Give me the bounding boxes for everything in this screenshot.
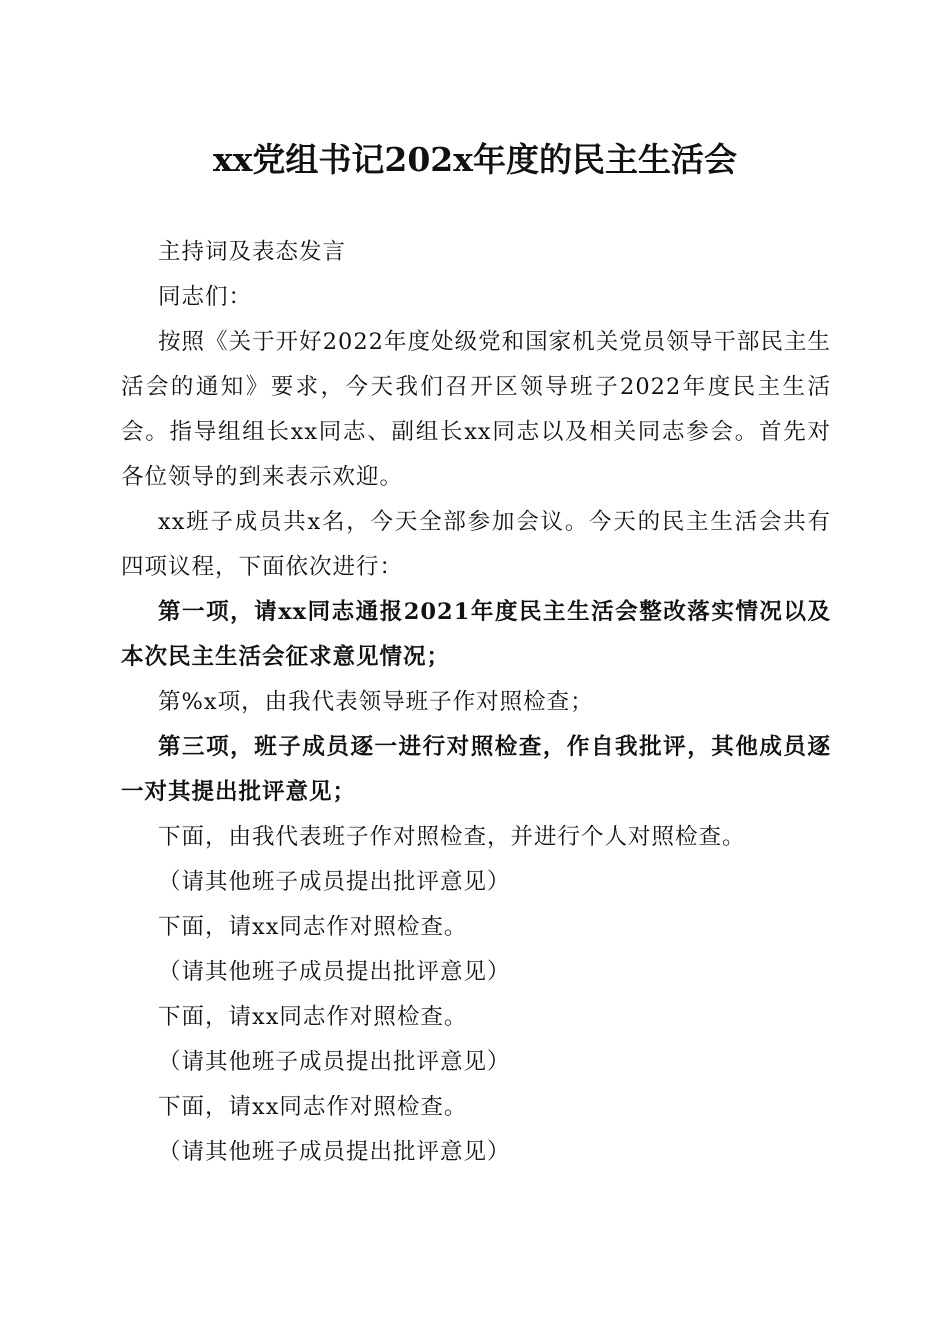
- paragraph: 按照《关于开好2022年度处级党和国家机关党员领导干部民主生活会的通知》要求，今天我们召开区领导班子2022年度民主生活会。指导组组长xx同志、副组长xx同志以及相关同志参会。首先对各位领导的到来表示欢迎。: [121, 329, 831, 490]
- paragraph: 下面，请xx同志作对照检查。: [158, 914, 468, 940]
- paragraph: （请其他班子成员提出批评意见）: [158, 959, 511, 985]
- paragraph: 第一项，请xx同志通报2021年度民主生活会整改落实情况以及本次民主生活会征求意见情况；: [121, 599, 831, 670]
- paragraph: 下面，请xx同志作对照检查。: [158, 1004, 468, 1030]
- paragraph: 第三项，班子成员逐一进行对照检查，作自我批评，其他成员逐一对其提出批评意见；: [121, 734, 831, 805]
- paragraph: 下面，由我代表班子作对照检查，并进行个人对照检查。: [158, 824, 746, 850]
- paragraph: 第%x项，由我代表领导班子作对照检查；: [158, 689, 594, 715]
- paragraph: （请其他班子成员提出批评意见）: [158, 869, 511, 895]
- document-title: xx党组书记202x年度的民主生活会: [213, 140, 737, 179]
- paragraph: （请其他班子成员提出批评意见）: [158, 1049, 511, 1075]
- paragraph: 主持词及表态发言: [158, 239, 347, 265]
- paragraph: 同志们：: [158, 284, 253, 310]
- paragraph: xx班子成员共x名，今天全部参加会议。今天的民主生活会共有四项议程，下面依次进行：: [121, 509, 831, 580]
- paragraph: 下面，请xx同志作对照检查。: [158, 1094, 468, 1120]
- paragraph: （请其他班子成员提出批评意见）: [158, 1139, 511, 1165]
- document-body: [121, 230, 831, 1175]
